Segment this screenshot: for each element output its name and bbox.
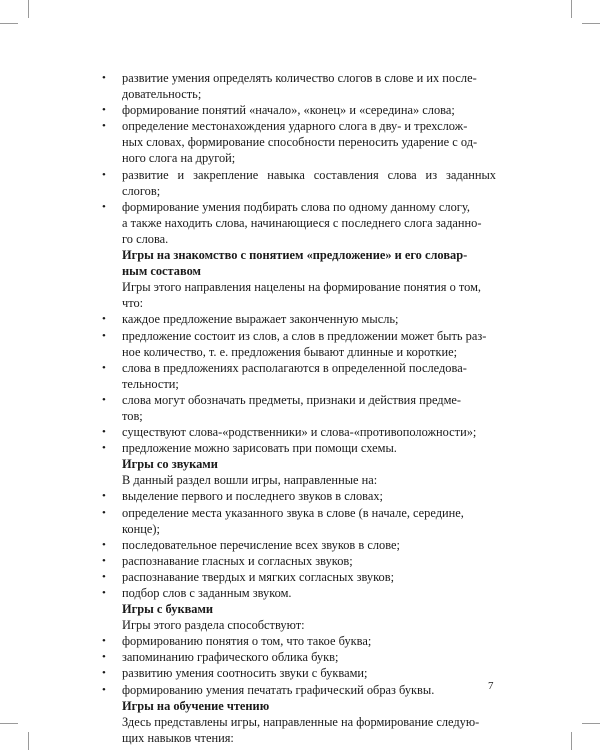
text-line: тельности; bbox=[122, 376, 179, 391]
bullet-list-item bbox=[100, 569, 496, 585]
text-line: существуют слова-«родственники» и слова-«противоположности»; bbox=[122, 425, 477, 440]
text-line: слова могут обозначать предметы, признаки и действия предме- bbox=[122, 392, 462, 407]
text-line: предложение можно зарисовать при помощи схемы. bbox=[122, 441, 397, 456]
text-line: выделение первого и последнего звуков в словах; bbox=[122, 489, 383, 504]
text-line: го слова. bbox=[122, 231, 169, 246]
text-line: Здесь представлены игры, направленные на формирование следую- bbox=[122, 714, 480, 729]
text-line: ное количество, т. е. предложения бывают длинные и короткие; bbox=[122, 344, 458, 359]
text-line: распознавание твердых и мягких согласных звуков; bbox=[122, 569, 395, 584]
text-line: формированию понятия о том, что такое буква; bbox=[122, 634, 372, 649]
bullet-list-item bbox=[100, 537, 496, 553]
page-body-text bbox=[100, 70, 496, 746]
bullet-icon: • bbox=[102, 329, 106, 342]
crop-mark bbox=[0, 723, 18, 724]
bullet-icon: • bbox=[102, 200, 106, 213]
text-line: развитие умения определять количество слогов в слове и их после- bbox=[122, 71, 477, 85]
text-line: довательность; bbox=[122, 87, 202, 102]
paragraph bbox=[100, 714, 496, 746]
paragraph bbox=[100, 617, 496, 633]
bullet-list-item bbox=[100, 199, 496, 247]
text-line: Игры этого раздела способствуют: bbox=[122, 618, 305, 633]
text-line: запоминанию графического облика букв; bbox=[122, 650, 339, 665]
text-line: Игры этого направления нацелены на формирование понятия о том, bbox=[122, 280, 482, 295]
text-line: тов; bbox=[122, 408, 143, 423]
bullet-list-item bbox=[100, 70, 496, 102]
text-line: подбор слов с заданным звуком. bbox=[122, 586, 292, 600]
text-line: определение места указанного звука в слове (в начале, середине, bbox=[122, 505, 464, 520]
text-line: Игры с буквами bbox=[122, 602, 214, 617]
bullet-icon: • bbox=[102, 426, 106, 439]
section-heading bbox=[100, 456, 496, 472]
bullet-icon: • bbox=[102, 361, 106, 374]
text-line: слова в предложениях располагаются в определенной последова- bbox=[122, 360, 467, 375]
paragraph bbox=[100, 472, 496, 488]
bullet-icon: • bbox=[102, 635, 106, 648]
text-line: развитие и закрепление навыка составления слова из заданных слогов; bbox=[122, 167, 496, 198]
crop-mark bbox=[571, 0, 572, 18]
text-line: последовательное перечисление всех звуков в слове; bbox=[122, 537, 400, 552]
bullet-icon: • bbox=[102, 538, 106, 551]
bullet-icon: • bbox=[102, 313, 106, 326]
text-line: Игры со звуками bbox=[122, 457, 218, 472]
section-heading bbox=[100, 247, 496, 279]
text-line: Игры на знакомство с понятием «предложение» и его словар- bbox=[122, 248, 468, 263]
crop-mark bbox=[0, 23, 18, 24]
bullet-list-item bbox=[100, 682, 496, 698]
bullet-icon: • bbox=[102, 168, 106, 181]
text-line: ным составом bbox=[122, 264, 201, 279]
bullet-icon: • bbox=[102, 554, 106, 567]
text-line: щих навыков чтения: bbox=[122, 730, 234, 745]
bullet-list-item bbox=[100, 360, 496, 392]
crop-mark bbox=[571, 732, 572, 750]
bullet-icon: • bbox=[102, 570, 106, 583]
section-heading bbox=[100, 601, 496, 617]
bullet-list-item bbox=[100, 440, 496, 456]
text-line: а также находить слова, начинающиеся с последнего слога заданно- bbox=[122, 215, 482, 230]
crop-mark bbox=[582, 723, 600, 724]
text-line: каждое предложение выражает законченную мысль; bbox=[122, 312, 399, 327]
bullet-icon: • bbox=[102, 683, 106, 696]
page-number: 7 bbox=[488, 680, 494, 692]
text-line: Игры на обучение чтению bbox=[122, 698, 270, 713]
bullet-list-item bbox=[100, 553, 496, 569]
bullet-icon: • bbox=[102, 104, 106, 117]
text-line: определение местонахождения ударного слога в дву- и трехслож- bbox=[122, 119, 468, 134]
paragraph bbox=[100, 279, 496, 311]
bullet-list-item bbox=[100, 665, 496, 681]
text-line: ных словах, формирование способности переносить ударение с од- bbox=[122, 135, 478, 150]
bullet-icon: • bbox=[102, 442, 106, 455]
bullet-list-item bbox=[100, 102, 496, 118]
text-line: формирование умения подбирать слова по одному данному слогу, bbox=[122, 199, 470, 214]
text-line: ного слога на другой; bbox=[122, 151, 236, 166]
bullet-list-item bbox=[100, 328, 496, 360]
bullet-list-item bbox=[100, 424, 496, 440]
bullet-list-item bbox=[100, 505, 496, 537]
bullet-icon: • bbox=[102, 72, 106, 84]
bullet-icon: • bbox=[102, 490, 106, 503]
bullet-icon: • bbox=[102, 667, 106, 680]
bullet-list-item bbox=[100, 649, 496, 665]
bullet-icon: • bbox=[102, 506, 106, 519]
bullet-list-item bbox=[100, 311, 496, 327]
bullet-icon: • bbox=[102, 393, 106, 406]
text-line: формирование понятий «начало», «конец» и «середина» слова; bbox=[122, 103, 455, 118]
section-heading bbox=[100, 698, 496, 714]
text-line: формированию умения печатать графический образ буквы. bbox=[122, 682, 435, 697]
crop-mark bbox=[28, 732, 29, 750]
bullet-list-item bbox=[100, 167, 496, 199]
bullet-icon: • bbox=[102, 120, 106, 133]
text-line: распознавание гласных и согласных звуков; bbox=[122, 553, 353, 568]
bullet-list-item bbox=[100, 392, 496, 424]
bullet-list-item bbox=[100, 633, 496, 649]
bullet-list-item bbox=[100, 118, 496, 166]
text-line: предложение состоит из слов, а слов в предложении может быть раз- bbox=[122, 328, 487, 343]
bullet-icon: • bbox=[102, 587, 106, 599]
text-line: В данный раздел вошли игры, направленные на: bbox=[122, 473, 378, 488]
text-line: что: bbox=[122, 296, 144, 311]
text-line: конце); bbox=[122, 521, 160, 536]
crop-mark bbox=[28, 0, 29, 18]
bullet-icon: • bbox=[102, 651, 106, 664]
bullet-list-item bbox=[100, 585, 496, 601]
bullet-list-item bbox=[100, 488, 496, 504]
crop-mark bbox=[582, 23, 600, 24]
text-line: развитию умения соотносить звуки с буквами; bbox=[122, 666, 368, 681]
